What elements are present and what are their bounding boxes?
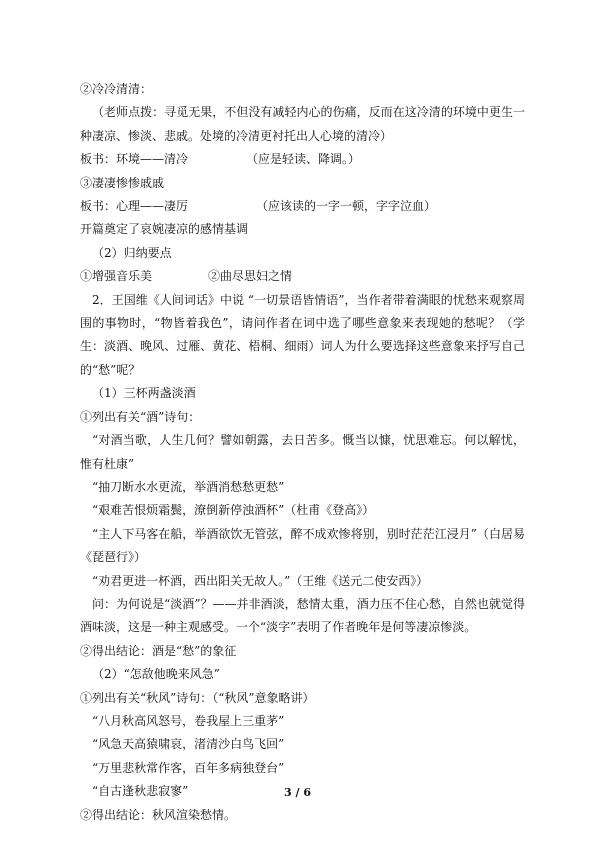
outline-item-3: ③凄凄惨惨戚戚 — [80, 175, 165, 190]
quotation: “对酒当歌，人生几何？譬如朝露，去日苦多。慨当以慷，忧思难忘。何以解忧，惟有杜康” — [80, 433, 525, 471]
quotation: “万里悲秋常作客，百年多病独登台” — [92, 760, 285, 775]
teacher-note-paragraph: （老师点拨：寻觅无果，不但没有减轻内心的伤痛，反而在这冷清的环境中更生一种凄凉、惨淡、悲戚。处境的冷清更衬托出人心境的清冷） — [80, 105, 525, 143]
question-paragraph: 问：为何说是“淡酒”？——并非酒淡，愁情太重，酒力压不住心愁，自然也就觉得酒味淡，这是一种主观感受。一个“淡字”表明了作者晚年是何等凄凉惨淡。 — [80, 596, 525, 635]
conclusion-line: ②得出结论：秋风渲染愁情。 — [80, 807, 237, 822]
key-point: ①增强音乐美 — [80, 269, 153, 284]
page-number: 3 / 6 — [284, 786, 311, 799]
section-heading: （2）归纳要点 — [92, 245, 172, 260]
section-heading: （1）三杯两盏淡酒 — [92, 386, 196, 401]
board-note-label: 板书：环境——清冷 — [80, 152, 189, 167]
conclusion-line: ②得出结论：酒是“愁”的象征 — [80, 643, 237, 658]
reading-hint: （应是轻读、降调。） — [246, 152, 361, 167]
page-body — [80, 78, 525, 827]
quotation: “艰难苦恨烦霜鬓，潦倒新停浊酒杯”（杜甫《登高》） — [92, 503, 375, 518]
reading-hint: （应该读的一字一顿，字字泣血） — [256, 199, 437, 214]
summary-line: 开篇奠定了哀婉凄凉的感情基调 — [80, 222, 249, 237]
section-heading: （2）“怎敌他晚来风急” — [92, 667, 220, 682]
quotation: “八月秋高风怒号，卷我屋上三重茅” — [92, 713, 285, 728]
quotation: “抽刀断水水更流，举酒消愁愁更愁” — [92, 479, 285, 494]
key-point: ②曲尽思妇之情 — [208, 269, 293, 284]
quotation: “风急天高猿啸哀，渚清沙白鸟飞回” — [92, 737, 285, 752]
outline-item-2: ②冷冷清清： — [80, 82, 153, 96]
board-note-environment — [80, 148, 525, 171]
key-points-line — [80, 265, 525, 288]
quotation: “主人下马客在船，举酒欲饮无管弦，醉不成欢惨将别，别时茫茫江浸月”（白居易《琵琶行》） — [80, 526, 525, 565]
list-heading: ①列出有关“秋风”诗句：（“秋风”意象略讲） — [80, 690, 315, 705]
quotation: “劝君更进一杯酒，西出阳关无故人。”（王维《送元二使安西》） — [92, 573, 429, 588]
list-heading: ①列出有关“酒”诗句： — [80, 409, 201, 424]
board-note-psychology — [80, 195, 525, 218]
quotation: “自古逢秋悲寂寥” — [92, 784, 189, 799]
board-note-label: 板书：心理——凄厉 — [80, 199, 189, 214]
question-paragraph: 2．王国维《人间词话》中说 “一切景语皆情语”，当作者带着满眼的忧愁来观察周围的事物时，“物皆着我色”，请问作者在词中选了哪些意象来表现她的愁呢？（学生：淡酒、晚风、过雁、黄花、梧桐、细雨）词人为什么要选择这些意象来抒写自己的“愁”呢？ — [80, 292, 525, 377]
